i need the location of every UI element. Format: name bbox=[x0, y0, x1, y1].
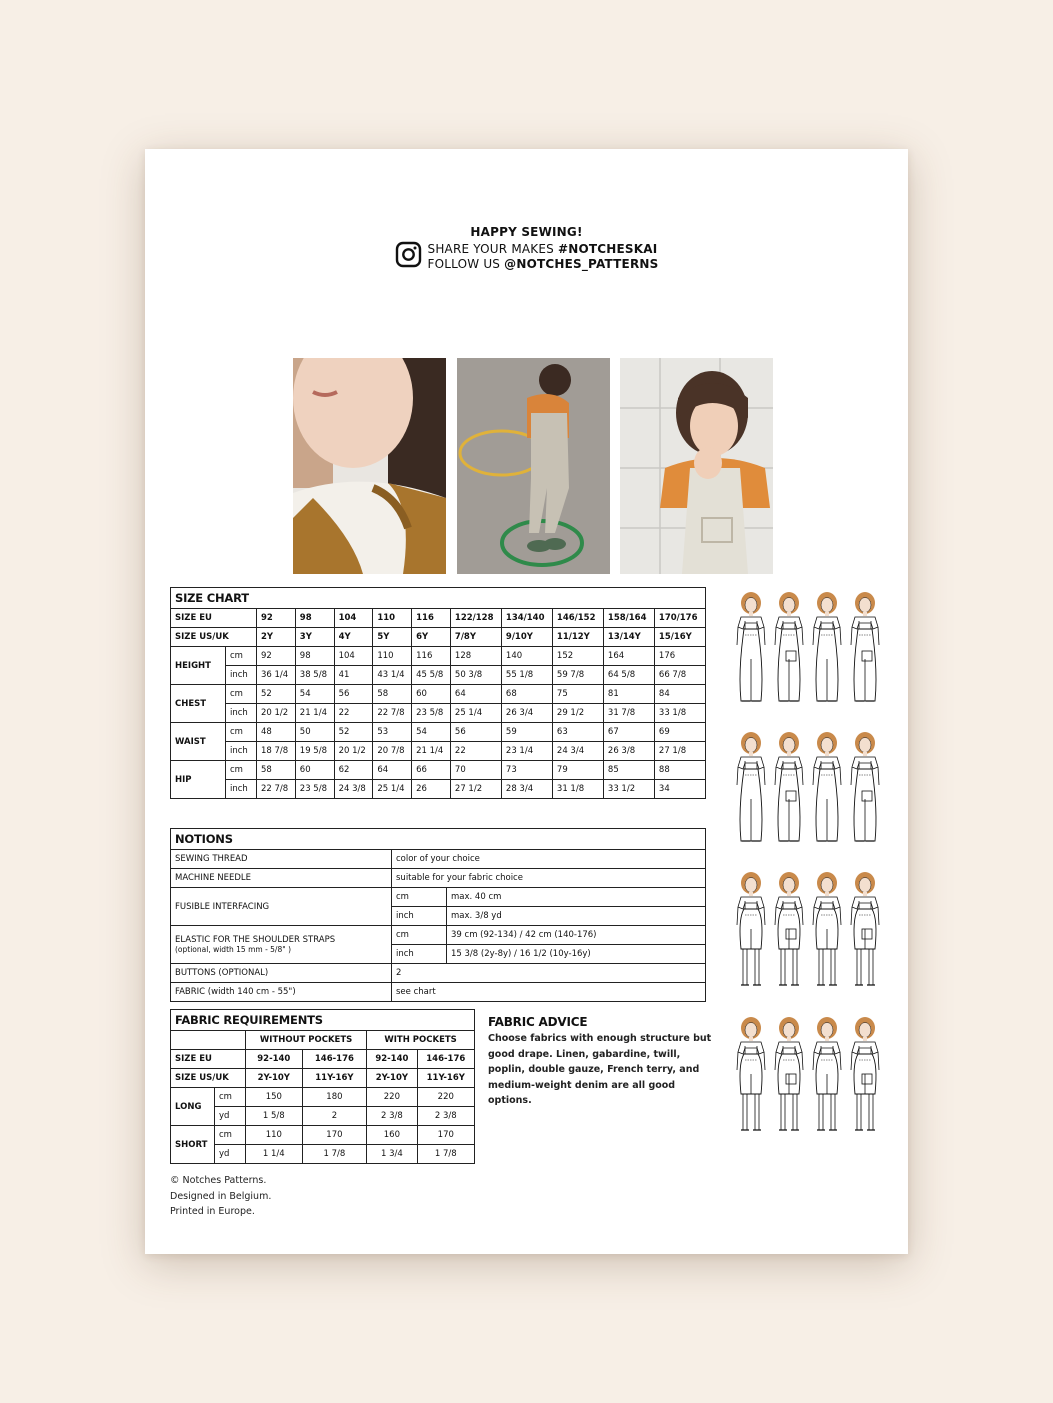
overall-illustration-long-plain bbox=[733, 589, 769, 713]
short-cm-row: SHORT cm 110 170 160 170 bbox=[171, 1126, 475, 1145]
notions-table bbox=[170, 828, 706, 1002]
printed-in: Printed in Europe. bbox=[170, 1206, 255, 1217]
overall-illustration-long-pocket bbox=[771, 1014, 807, 1138]
notion-row: inch max. 3/8 yd bbox=[171, 907, 706, 926]
height-inch-row: inch 36 1/4 38 5/8 41 43 1/4 45 5/8 50 3/8 55 1/8 59 7/8 64 5/8 66 7/8 bbox=[171, 666, 706, 685]
overall-illustration-short-plain bbox=[809, 589, 845, 713]
overall-illustration-short-plain bbox=[809, 729, 845, 853]
size-chart-title: SIZE CHART bbox=[171, 588, 706, 609]
long-yd-row: yd 1 5/8 2 2 3/8 2 3/8 bbox=[171, 1107, 475, 1126]
footer bbox=[170, 1173, 271, 1220]
instagram-icon bbox=[395, 241, 422, 272]
instagram-handle: @NOTCHES_PATTERNS bbox=[504, 256, 659, 271]
overall-illustration-long-plain bbox=[733, 729, 769, 853]
short-yd-row: yd 1 1/4 1 7/8 1 3/4 1 7/8 bbox=[171, 1145, 475, 1164]
notion-row: BUTTONS (OPTIONAL) 2 bbox=[171, 964, 706, 983]
notion-row: ELASTIC FOR THE SHOULDER STRAPS (optional, width 15 mm - 5/8" ) cm 39 cm (92-134) / 42 cm (140-176) bbox=[171, 926, 706, 945]
size-chart-table bbox=[170, 587, 706, 799]
follow-label: FOLLOW US bbox=[427, 256, 505, 271]
overall-illustration-short-plain bbox=[809, 869, 845, 993]
fabric-requirements-title: FABRIC REQUIREMENTS bbox=[171, 1010, 475, 1031]
fabric-advice bbox=[488, 1015, 713, 1109]
notions-title: NOTIONS bbox=[171, 829, 706, 850]
fabric-requirements-table bbox=[170, 1009, 475, 1164]
height-cm-row: HEIGHT cm 92 98 104 110 116 128 140 152 164 176 bbox=[171, 647, 706, 666]
hashtag: #NOTCHESKAI bbox=[557, 241, 658, 256]
overall-illustration-short-plain bbox=[809, 1014, 845, 1138]
designed-in: Designed in Belgium. bbox=[170, 1190, 272, 1202]
long-cm-row: LONG cm 150 180 220 220 bbox=[171, 1088, 475, 1107]
overall-illustration-short-pocket bbox=[847, 869, 883, 993]
overall-illustration-short-pocket bbox=[847, 729, 883, 853]
overall-illustration-short-pocket bbox=[847, 1014, 883, 1138]
notion-row: MACHINE NEEDLE suitable for your fabric choice bbox=[171, 869, 706, 888]
notion-row: FUSIBLE INTERFACING cm max. 40 cm bbox=[171, 888, 706, 907]
fabric-size-us-row: SIZE US/UK 2Y-10Y 11Y-16Y 2Y-10Y 11Y-16Y bbox=[171, 1069, 475, 1088]
waist-inch-row: inch 18 7/8 19 5/8 20 1/2 20 7/8 21 1/4 22 23 1/4 24 3/4 26 3/8 27 1/8 bbox=[171, 742, 706, 761]
social-block bbox=[395, 241, 659, 272]
notion-row: FABRIC (width 140 cm - 55") see chart bbox=[171, 983, 706, 1002]
chest-inch-row: inch 20 1/2 21 1/4 22 22 7/8 23 5/8 25 1/4 26 3/4 29 1/2 31 7/8 33 1/8 bbox=[171, 704, 706, 723]
overall-illustration-long-plain bbox=[733, 1014, 769, 1138]
hip-cm-row: HIP cm 58 60 62 64 66 70 73 79 85 88 bbox=[171, 761, 706, 780]
overall-illustration-long-pocket bbox=[771, 869, 807, 993]
overall-illustration-long-plain bbox=[733, 869, 769, 993]
notion-row: SEWING THREAD color of your choice bbox=[171, 850, 706, 869]
size-eu-row: SIZE EU 92 98 104 110 116 122/128 134/140 146/152 158/164 170/176 bbox=[171, 609, 706, 628]
photo-child-closeup bbox=[293, 358, 446, 574]
photo-child-hoop bbox=[457, 358, 610, 574]
overall-illustration-long-pocket bbox=[771, 729, 807, 853]
pattern-back-page bbox=[145, 149, 908, 1254]
copyright: © Notches Patterns. bbox=[170, 1175, 267, 1186]
fabric-advice-title: FABRIC ADVICE bbox=[488, 1015, 588, 1029]
fabric-advice-text: Choose fabrics with enough structure but good drape. Linen, gabardine, twill, poplin, double gauze, French terry, and medium-weight denim are all good options. bbox=[488, 1033, 712, 1106]
chest-cm-row: CHEST cm 52 54 56 58 60 64 68 75 81 84 bbox=[171, 685, 706, 704]
hip-inch-row: inch 22 7/8 23 5/8 24 3/8 25 1/4 26 27 1/2 28 3/4 31 1/8 33 1/2 34 bbox=[171, 780, 706, 799]
overall-illustration-short-pocket bbox=[847, 589, 883, 713]
happy-sewing-heading: HAPPY SEWING! bbox=[470, 225, 583, 239]
notion-row: inch 15 3/8 (2y-8y) / 16 1/2 (10y-16y) bbox=[171, 945, 706, 964]
photo-child-tiles bbox=[620, 358, 773, 574]
fabric-size-eu-row: SIZE EU 92-140 146-176 92-140 146-176 bbox=[171, 1050, 475, 1069]
share-label: SHARE YOUR MAKES bbox=[427, 241, 558, 256]
overall-illustration-long-pocket bbox=[771, 589, 807, 713]
waist-cm-row: WAIST cm 48 50 52 53 54 56 59 63 67 69 bbox=[171, 723, 706, 742]
social-text bbox=[428, 242, 659, 272]
pocket-group-row: WITHOUT POCKETS WITH POCKETS bbox=[171, 1031, 475, 1050]
header bbox=[145, 225, 908, 272]
size-us-row: SIZE US/UK 2Y 3Y 4Y 5Y 6Y 7/8Y 9/10Y 11/12Y 13/14Y 15/16Y bbox=[171, 628, 706, 647]
